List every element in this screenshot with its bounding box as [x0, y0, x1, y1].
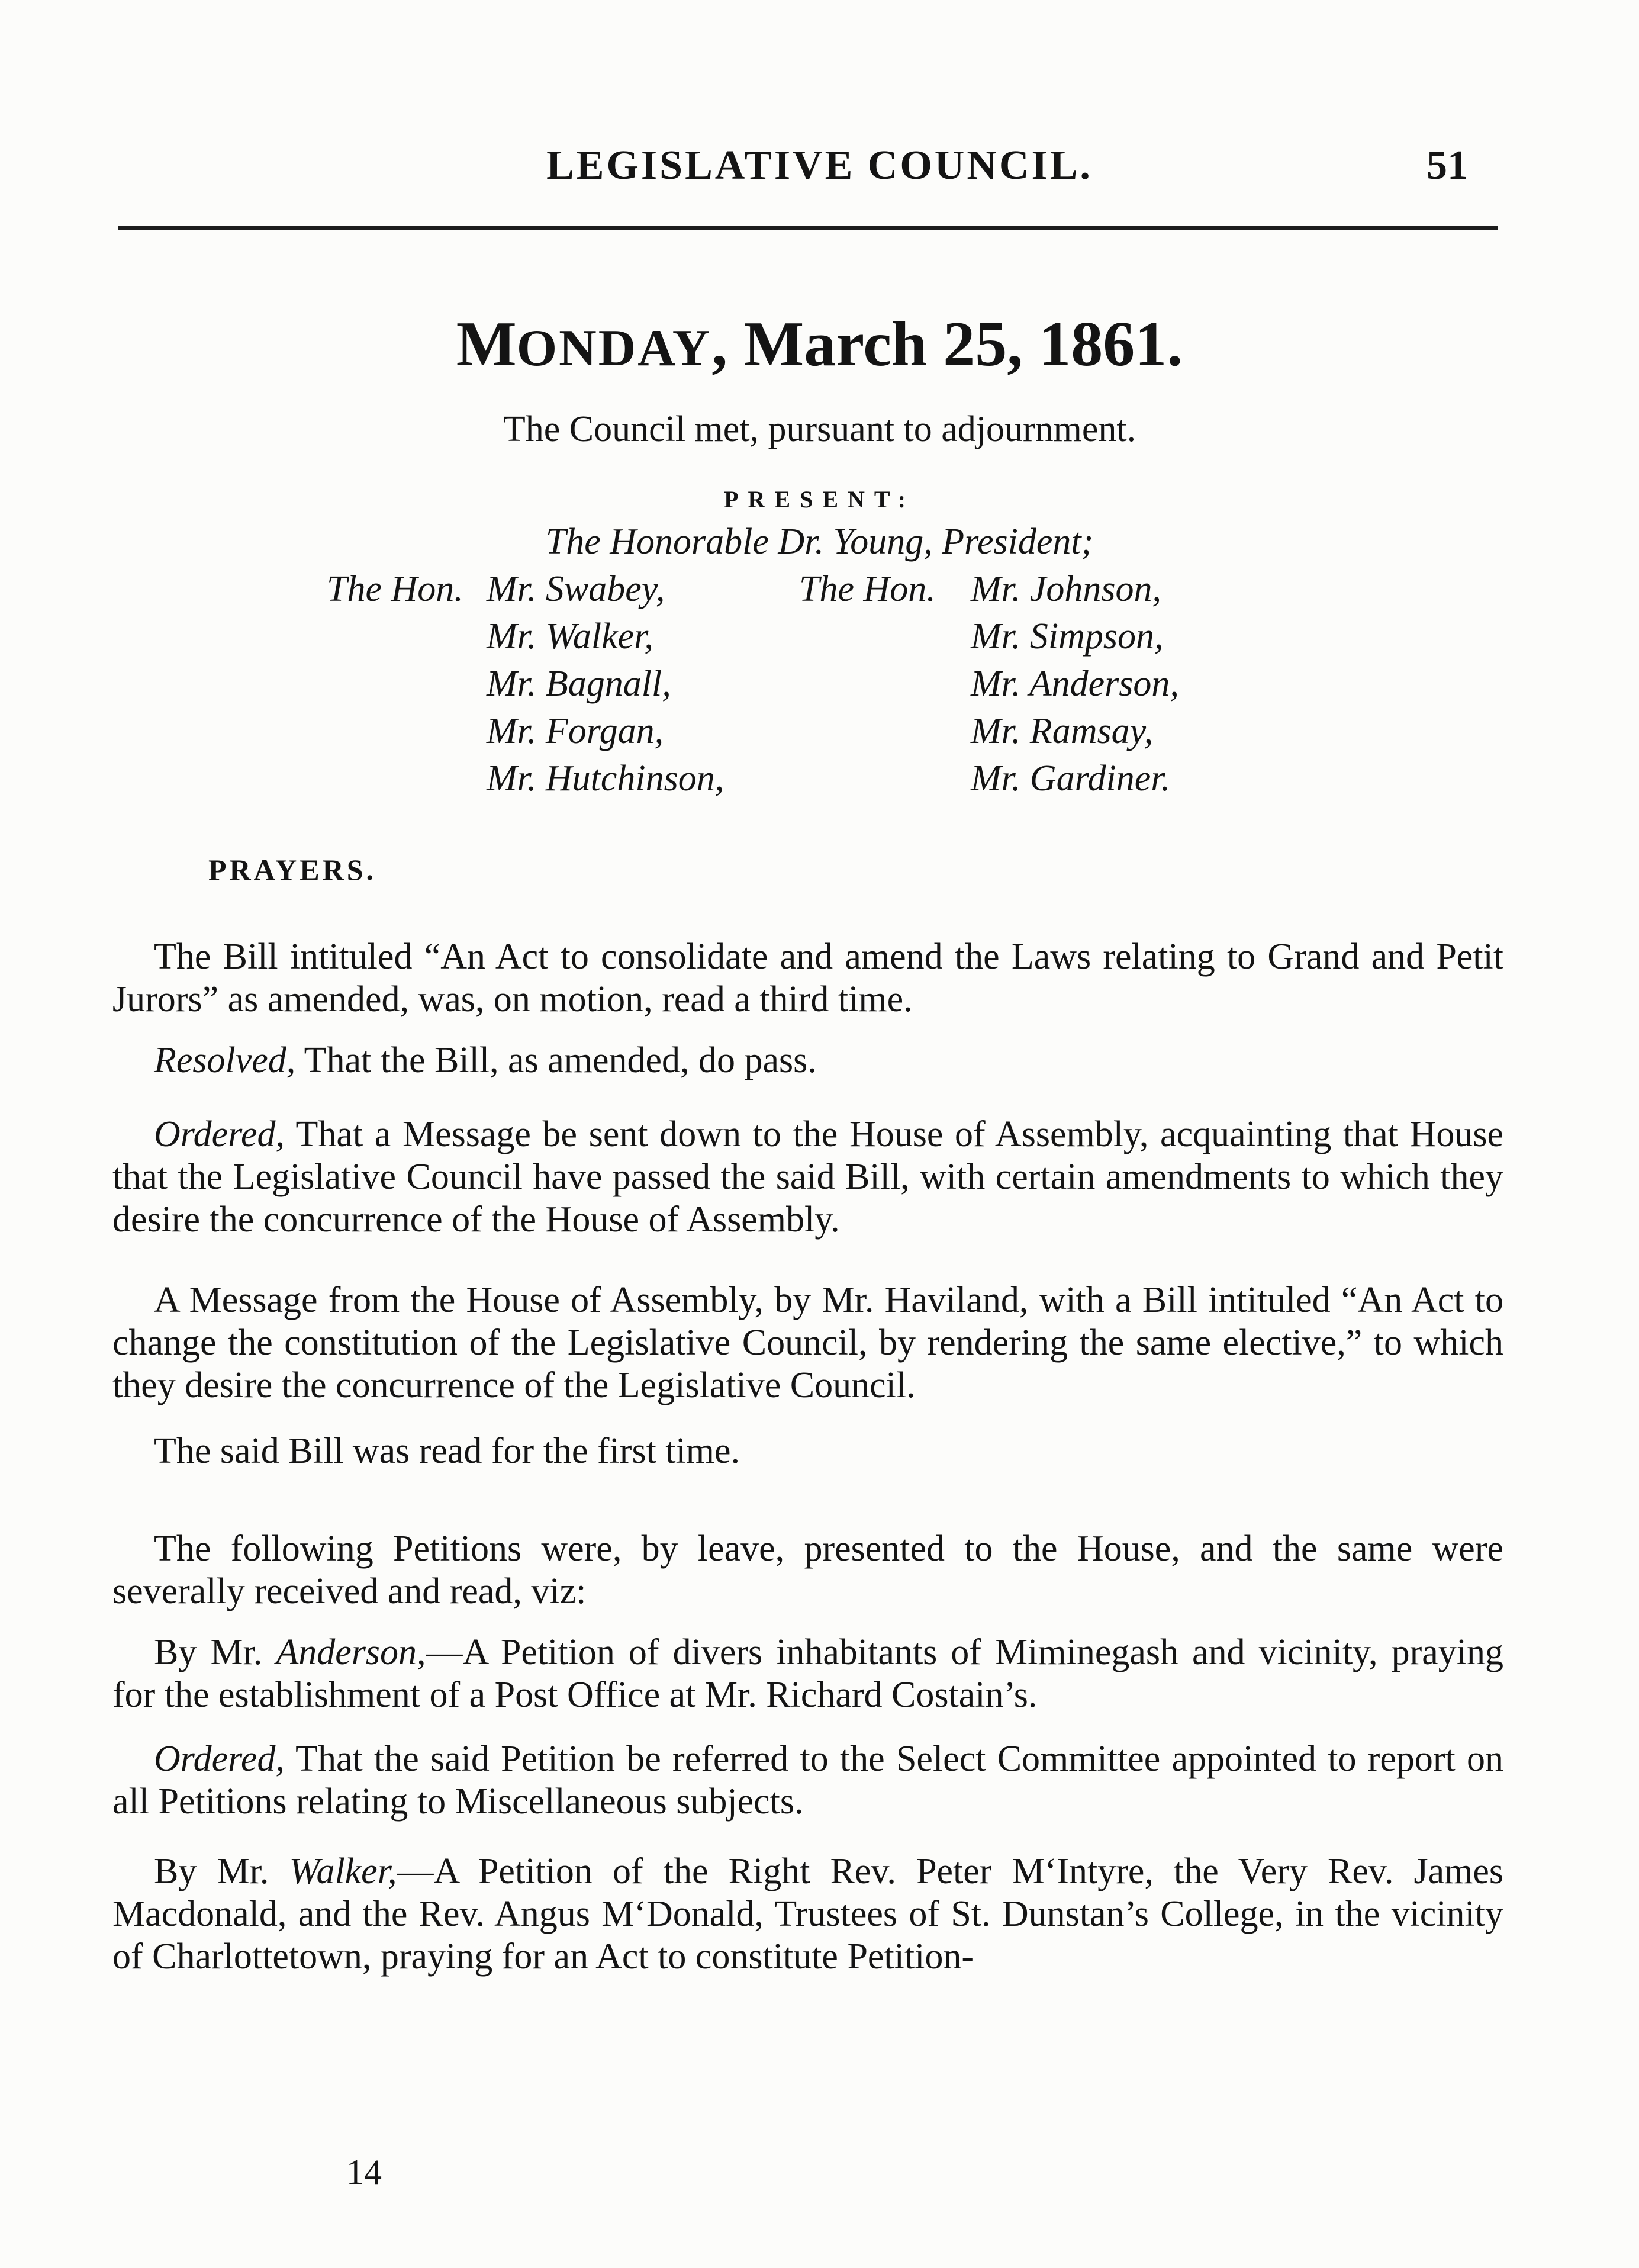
resolved-lead: Resolved,: [154, 1040, 296, 1080]
running-header-title: LEGISLATIVE COUNCIL.: [546, 143, 1093, 188]
paragraph-ordered-message: [112, 1113, 1503, 1241]
member-right-4: Mr. Ramsay,: [971, 711, 1154, 751]
resolved-text: That the Bill, as amended, do pass.: [295, 1040, 817, 1080]
member-left-4: Mr. Forgan,: [487, 711, 664, 751]
date-rest: , March 25, 1861.: [711, 309, 1183, 379]
referral-text: That the said Petition be referred to the Select Committee appointed to report on all Petitions relating to Miscellaneous subjects.: [112, 1739, 1503, 1822]
member-left-3: Mr. Bagnall,: [487, 664, 671, 704]
member-right-3: Mr. Anderson,: [971, 664, 1179, 704]
ordered-lead: Ordered,: [154, 1114, 285, 1154]
paragraph-ordered-referral: [112, 1738, 1503, 1823]
weekday-first-letter: M: [456, 309, 517, 379]
paragraph-anderson-petition: [112, 1631, 1503, 1716]
paragraph-assembly-message: A Message from the House of Assembly, by Mr. Haviland, with a Bill intituled “An Act to change the constitution of the Legislative Council, by rendering the same elective,” to which they desire the concurrence of the Legislative Council.: [112, 1280, 1503, 1405]
referral-lead: Ordered,: [154, 1739, 285, 1779]
petition-anderson-text: —A Petition of divers inhabitants of Miminegash and vicinity, praying for the establishment of a Post Office at Mr. Richard Costain’s.: [112, 1632, 1503, 1715]
paragraph-third-reading: The Bill intituled “An Act to consolidate and amend the Laws relating to Grand and Petit Jurors” as amended, was, on motion, read a third time.: [112, 937, 1503, 1019]
petition-anderson-name: Anderson,: [276, 1632, 426, 1672]
header-rule: [118, 226, 1498, 230]
member-right-5: Mr. Gardiner.: [971, 758, 1171, 799]
weekday-small-caps: ONDAY: [516, 320, 712, 377]
petition-anderson-by: By Mr.: [154, 1632, 276, 1672]
ordered-text: That a Message be sent down to the House of Assembly, acquainting that House that the Legislative Council have passed the said Bill, with certain amendments to which they desire the concurrence of the House of Assembly.: [112, 1114, 1503, 1240]
member-left-5: Mr. Hutchinson,: [487, 758, 724, 799]
paragraph-resolved: [112, 1039, 1503, 1082]
members-prefix-right: The Hon.: [799, 569, 936, 609]
prayers-heading: PRAYERS.: [208, 853, 377, 886]
member-right-1: Mr. Johnson,: [971, 569, 1162, 609]
signature-mark: 14: [346, 2153, 382, 2192]
members-prefix-left: The Hon.: [327, 569, 463, 609]
petition-walker-name: Walker,: [289, 1851, 397, 1891]
page-number: 51: [1427, 143, 1468, 188]
petition-walker-text: —A Petition of the Right Rev. Peter M‘Intyre, the Very Rev. James Macdonald, and the Rev. Angus M‘Donald, Trustees of St. Dunstan’s College, in the vicinity of Charlottetown, praying for an Act to constitute Petition-: [112, 1851, 1503, 1977]
paragraph-walker-petition: [112, 1850, 1503, 1978]
member-left-1: Mr. Swabey,: [487, 569, 665, 609]
member-left-2: Mr. Walker,: [487, 616, 653, 657]
paragraph-first-reading: The said Bill was read for the first time.: [154, 1431, 740, 1471]
member-right-2: Mr. Simpson,: [971, 616, 1164, 657]
sitting-date: [0, 308, 1639, 381]
opening-line: The Council met, pursuant to adjournment.: [503, 409, 1136, 449]
paragraph-petitions: The following Petitions were, by leave, presented to the House, and the same were severally received and read, viz:: [112, 1529, 1503, 1611]
president-line: The Honorable Dr. Young, President;: [545, 522, 1094, 562]
petition-walker-by: By Mr.: [154, 1851, 289, 1891]
present-heading: PRESENT:: [724, 486, 915, 513]
